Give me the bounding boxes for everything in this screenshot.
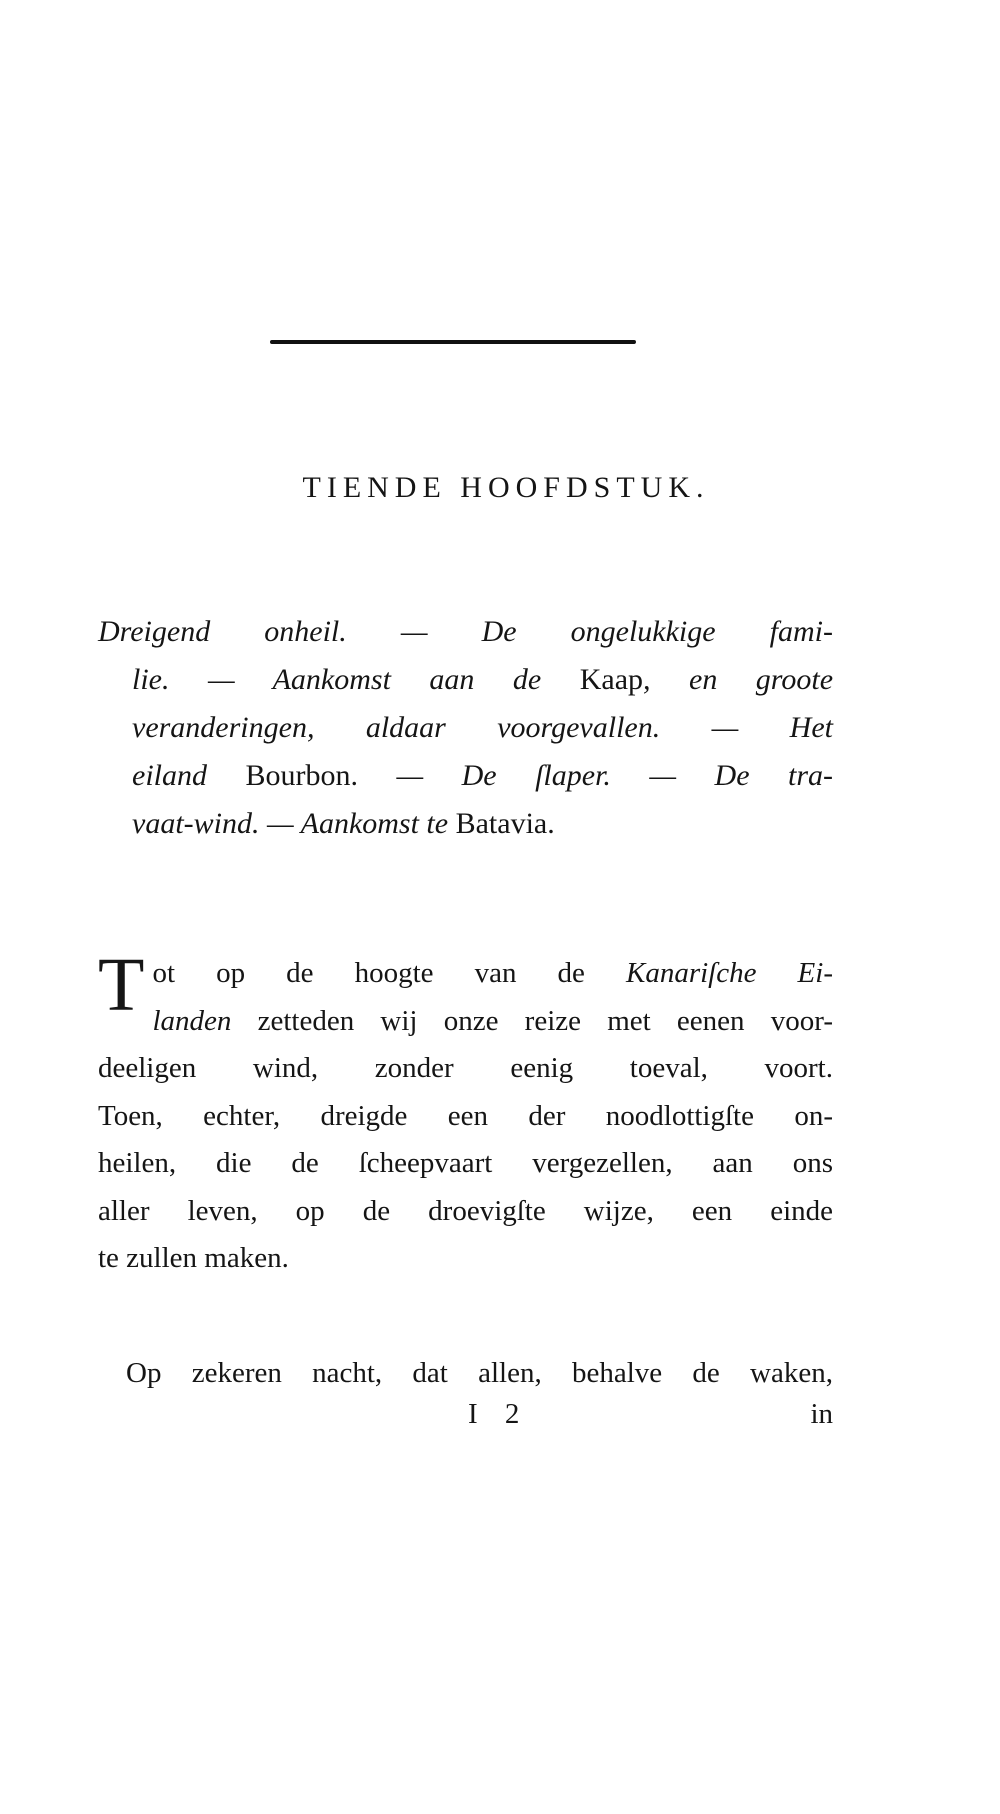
text: zetteden wij onze reize met eenen voor- (257, 1004, 833, 1037)
paragraph-2 (98, 1350, 833, 1398)
summary-text: vaat-wind. — Aankomst te (132, 807, 449, 840)
chapter-summary (98, 608, 833, 848)
summary-text: — De ongelukkige fami- (400, 615, 833, 648)
summary-line (98, 752, 833, 800)
text-line: Op zekeren nacht, dat allen, behalve de waken, (126, 1357, 833, 1389)
summary-text: veranderingen (132, 711, 307, 744)
summary-text: , en groote (643, 663, 834, 696)
summary-text: Dreigend onheil. (98, 615, 347, 648)
text-italic: landen (152, 1004, 232, 1037)
text-line: aller leven, op de droevigſte wijze, een einde (98, 1194, 833, 1227)
drop-cap: T (98, 943, 145, 1027)
text: ot op de hoogte van de (152, 957, 585, 989)
text-line (98, 998, 833, 1046)
summary-place: Batavia. (455, 807, 555, 840)
text-line (98, 950, 833, 998)
text-line: te zullen maken. (98, 1242, 289, 1274)
chapter-title: TIENDE HOOFDSTUK. (302, 471, 710, 504)
text-line: Toen, echter, dreigde een der noodlottigſte on- (98, 1099, 833, 1132)
summary-text: eiland (132, 759, 207, 792)
text-italic: Kanariſche Ei- (626, 957, 833, 989)
summary-text: — De ſlaper. — De tra- (396, 759, 834, 792)
summary-place: Bourbon. (245, 759, 358, 792)
catchword: in (810, 1398, 833, 1430)
summary-line (98, 656, 833, 704)
text-line: heilen, die de ſcheepvaart vergezellen, aan ons (98, 1147, 833, 1179)
text-line: deeligen wind, zonder eenig toeval, voort. (98, 1052, 833, 1084)
summary-place: Kaap (579, 663, 644, 696)
summary-line (98, 608, 833, 656)
ornamental-rule (270, 340, 636, 344)
paragraph-1 (98, 943, 833, 1283)
summary-text: lie. — Aankomst aan de (132, 663, 542, 696)
summary-line (98, 800, 833, 848)
summary-line (98, 704, 833, 752)
page-footer (98, 1398, 833, 1438)
summary-text: , aldaar voorgevallen. — Het (306, 711, 833, 744)
signature-mark: I 2 (468, 1398, 530, 1430)
